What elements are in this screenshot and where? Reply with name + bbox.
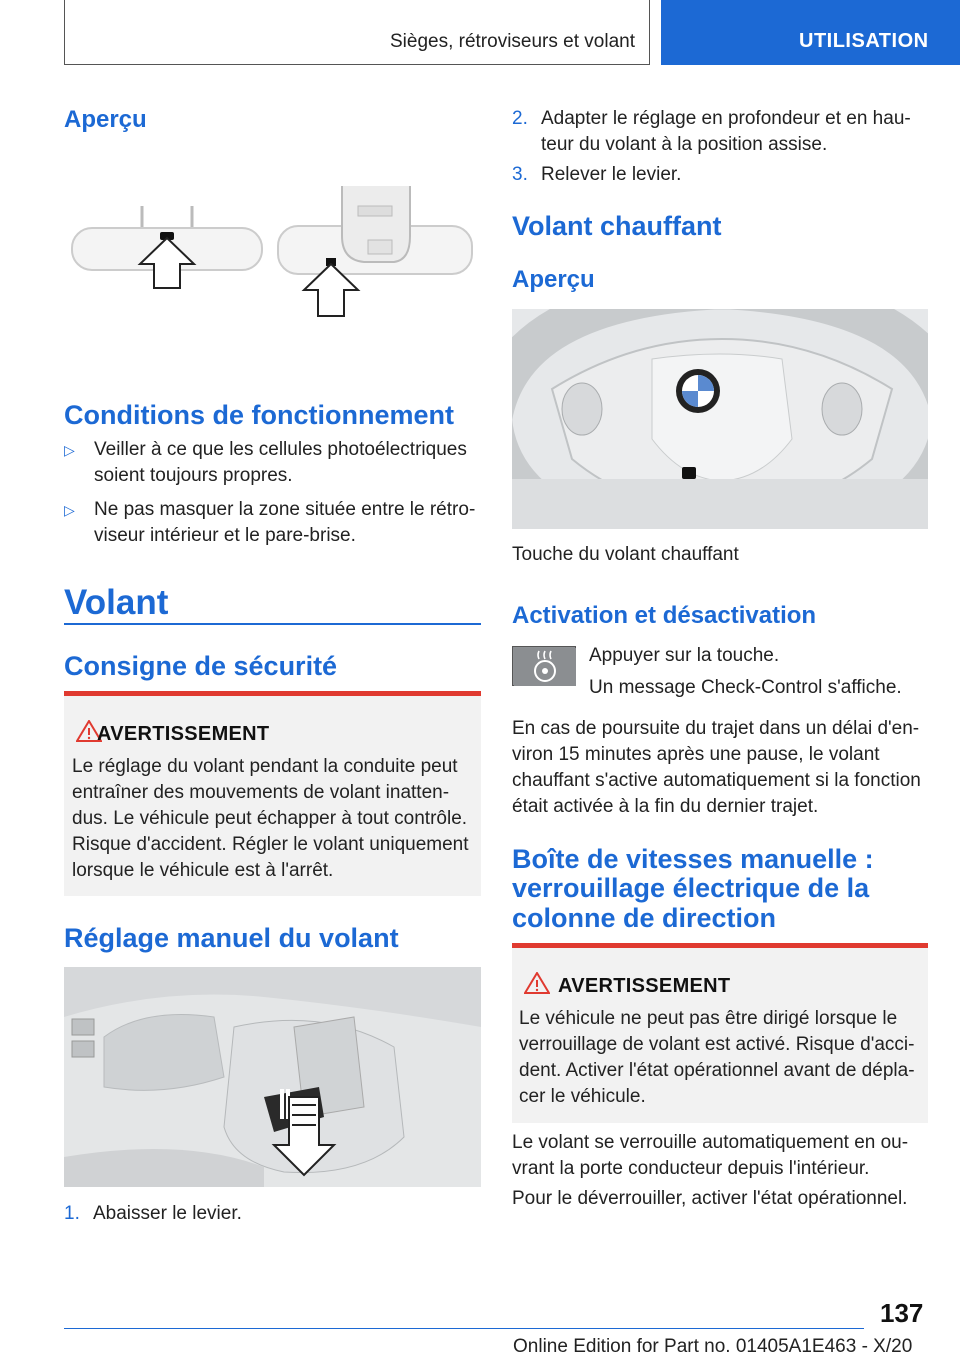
footer-edition: Online Edition for Part no. 01405A1E463 - X/20 (513, 1336, 913, 1357)
steering-column-illustration (64, 967, 481, 1187)
step-3: 3. Relever le levier. (512, 164, 682, 185)
reglage-heading: Réglage manuel du volant (64, 923, 399, 953)
activation-line-1: Appuyer sur la touche. (589, 645, 780, 666)
page-number: 137 (880, 1298, 924, 1328)
warning-2-text: Le véhicule ne peut pas être dirigé lorsque le verrouillage de volant est activé. Risque d'accident. Activer l'état opérationnel avant de déplacer le véhicule. (519, 1008, 915, 1107)
volant-divider (64, 623, 481, 625)
activation-heading: Activation et désactivation (512, 602, 817, 629)
activation-line-2: Un message Check-Control s'affiche. (589, 677, 902, 698)
boite-heading-line-3: colonne de direction (512, 903, 777, 933)
warning-1-text: Le réglage du volant pendant la conduite peut entraîner des mouvements de volant inattendus. Le véhicule peut échapper à tout contrôle. Risque d'accident. Régler le volant uniquement lorsque le véhicule est à l'arrêt. (72, 756, 469, 881)
chauffant-apercu-heading: Aperçu (512, 266, 595, 293)
footer-divider (64, 1328, 864, 1329)
warning-triangle-icon (524, 972, 550, 994)
warning-box-2 (512, 943, 928, 1123)
volant-heading: Volant (64, 583, 169, 622)
steering-wheel-illustration (512, 309, 928, 529)
chauffant-heading: Volant chauffant (512, 211, 722, 241)
auto-activation-paragraph: En cas de poursuite du trajet dans un délai d'environ 15 minutes après une pause, le volant chauffant s'active automatiquement si la fonction était activée à la fin du dernier trajet. (512, 718, 921, 817)
warning-1-label: AVERTISSEMENT (97, 723, 270, 745)
boite-heading-line-1: Boîte de vitesses manuelle : (512, 844, 874, 874)
bullet-triangle-icon: ▷ (64, 442, 75, 458)
header-chapter-tab (661, 0, 960, 65)
bullet-triangle-icon: ▷ (64, 502, 75, 518)
consigne-heading: Consigne de sécurité (64, 651, 338, 681)
step-1: 1. Abaisser le levier. (64, 1203, 242, 1224)
header-section-box (64, 0, 650, 65)
header-chapter-title: UTILISATION (799, 30, 929, 52)
apercu-heading: Aperçu (64, 106, 147, 133)
conditions-item-1: ▷ Veiller à ce que les cellules photoélectriques soient toujours propres. (64, 439, 467, 486)
heated-steering-wheel-icon (512, 646, 576, 686)
step-2: 2. Adapter le réglage en profondeur et en hauteur du volant à la position assise. (512, 108, 911, 155)
conditions-heading: Conditions de fonctionnement (64, 400, 454, 430)
mirror-illustration (64, 176, 481, 336)
header-section-title: Sièges, rétroviseurs et volant (389, 31, 635, 52)
conditions-item-2: ▷ Ne pas masquer la zone située entre le rétroviseur intérieur et le pare-brise. (64, 499, 476, 546)
warning-box-1 (64, 691, 481, 896)
steering-wheel-caption: Touche du volant chauffant (512, 544, 739, 565)
lock-paragraph: Le volant se verrouille automatiquement en ouvrant la porte conducteur depuis l'intérieur. (512, 1132, 909, 1179)
unlock-paragraph: Pour le déverrouiller, activer l'état opérationnel. (512, 1188, 908, 1209)
warning-2-label: AVERTISSEMENT (558, 975, 731, 997)
boite-heading-line-2: verrouillage électrique de la (512, 873, 870, 903)
